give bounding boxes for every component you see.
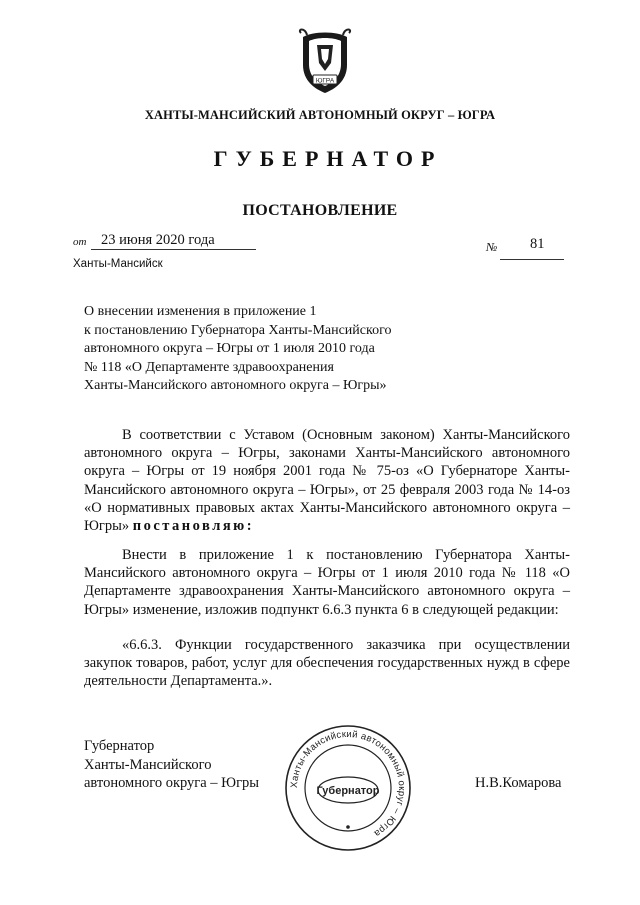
document-date: 23 июня 2020 года [101, 232, 215, 248]
preamble-text: В соответствии с Уставом (Основным законом) Ханты-Мансийского автономного округа – Югры, законами Ханты-Мансийского автономного округа – Югры от 19 ноября 2001 года № 75-оз «О Губернаторе Ханты-Мансийского автономного округа – Югры», от 25 февраля 2003 года № 14-оз «О нормативных правовых актах Ханты-Мансийского автономного округа – Югры» [84, 427, 570, 535]
signatory-line: Губернатор [84, 738, 155, 754]
document-type: ПОСТАНОВЛЕНИЕ [242, 202, 398, 219]
subject-line: № 118 «О Департаменте здравоохранения [84, 359, 334, 375]
emblem-caption: ЮГРА [315, 77, 335, 85]
amendment-paragraph: Внести в приложение 1 к постановлению Губернатора Ханты-Мансийского автономного округа – Югры от 1 июля 2010 года № 118 «О Департаменте здравоохранения Ханты-Мансийского автономного округа – Югры» изменение, изложив подпункт 6.6.3 пункта 6 в следующей редакции: [84, 547, 570, 618]
stamp-ring-text: Ханты-Мансийский автономный округ – Югра [288, 728, 408, 839]
number-underline [500, 259, 564, 260]
stamp-center-text: Губернатор [316, 785, 380, 797]
date-prefix: от [73, 236, 87, 248]
date-underline [91, 249, 256, 250]
official-stamp [283, 723, 413, 853]
signatory-title [84, 737, 259, 793]
region-name: ХАНТЫ-МАНСИЙСКИЙ АВТОНОМНЫЙ ОКРУГ – ЮГРА [144, 108, 496, 122]
subject-line: О внесении изменения в приложение 1 [84, 304, 317, 319]
subject-line: автономного округа – Югры от 1 июля 2010 года [84, 341, 375, 357]
number-prefix: № [486, 240, 498, 254]
signatory-line: Ханты-Мансийского [84, 756, 212, 773]
decree-word: постановляю: [132, 518, 255, 535]
preamble-paragraph [84, 426, 570, 535]
new-wording-paragraph: «6.6.3. Функции государственного заказчика при осуществлении закупок товаров, работ, услуг для обеспечения государственных нужд в сфере деятельности Департамента.». [84, 637, 570, 690]
signatory-line: автономного округа – Югры [84, 775, 260, 791]
signatory-name: Н.В.Комарова [475, 775, 562, 791]
subject-line: Ханты-Мансийского автономного округа – Югры» [84, 378, 387, 394]
city-name: Ханты-Мансийск [73, 258, 163, 270]
coat-of-arms-icon [295, 27, 355, 95]
governor-title: ГУБЕРНАТОР [213, 146, 443, 171]
subject-line: к постановлению Губернатора Ханты-Мансийского [84, 322, 392, 338]
document-subject [84, 303, 464, 396]
document-number: 81 [530, 236, 545, 252]
